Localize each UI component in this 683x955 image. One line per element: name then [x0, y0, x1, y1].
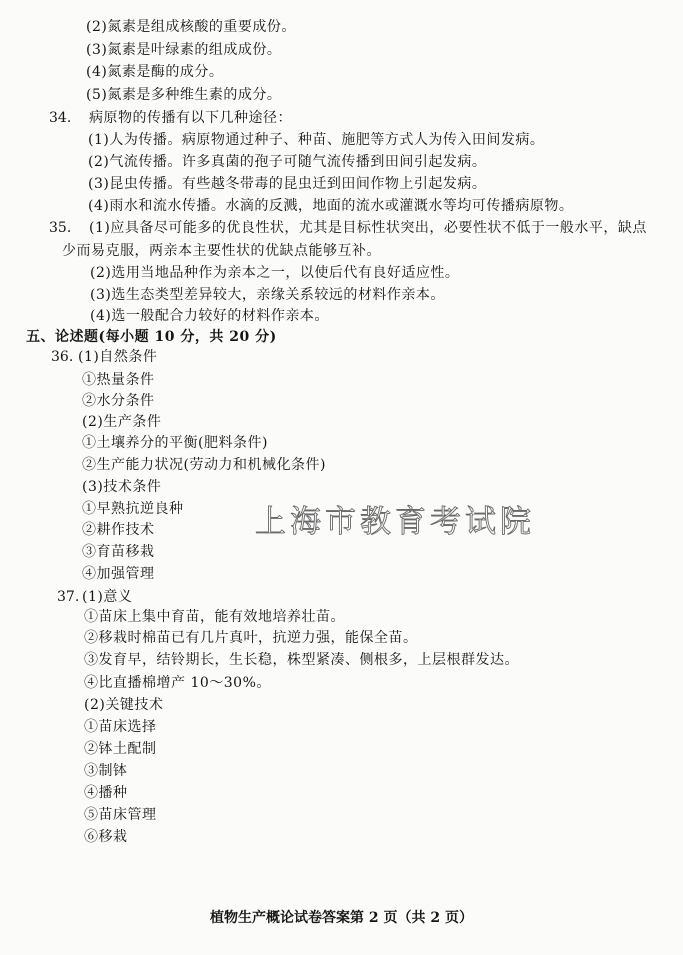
q36-line: ②生产能力状况(劳动力和机械化条件) [82, 457, 326, 473]
q34-item: (3)昆虫传播。有些越冬带毒的昆虫迁到田间作物上引起发病。 [88, 176, 487, 192]
q35-item: (2)选用当地品种作为亲本之一，以使后代有良好适应性。 [90, 265, 460, 281]
nitrogen-item: (3)氮素是叶绿素的组成成份。 [86, 42, 282, 58]
question-number-35: 35. [49, 220, 72, 236]
q37-line: ④比直播棉增产 10～30%。 [84, 675, 271, 691]
q37-line: (1)意义 [82, 589, 133, 605]
q35-item: (1)应具备尽可能多的优良性状，尤其是目标性状突出，必要性状不低于一般水平，缺点 [89, 220, 647, 236]
nitrogen-item: (2)氮素是组成核酸的重要成份。 [86, 19, 296, 35]
q37-line: ③发育早，结铃期长，生长稳，株型紧凑、侧根多，上层根群发达。 [84, 652, 519, 668]
q37-line: ②移栽时棉苗已有几片真叶，抗逆力强，能保全苗。 [84, 630, 418, 646]
q36-line: ①热量条件 [82, 372, 155, 388]
q36-line: ①土壤养分的平衡(肥料条件) [82, 435, 268, 451]
q35-item: (4)选一般配合力较好的材料作亲本。 [90, 308, 329, 324]
nitrogen-item: (4)氮素是酶的成分。 [86, 64, 224, 80]
q34-item: (1)人为传播。病原物通过种子、种苗、施肥等方式人为传入田间发病。 [88, 132, 545, 148]
q37-line: ④播种 [84, 785, 128, 801]
q34-item: (2)气流传播。许多真菌的孢子可随气流传播到田间引起发病。 [88, 154, 487, 170]
q37-line: ①苗床上集中育苗，能有效地培养壮苗。 [84, 609, 345, 625]
q34-item: (4)雨水和流水传播。水滴的反溅，地面的流水或灌溉水等均可传播病原物。 [88, 198, 574, 214]
watermark-text: 上海市教育考试院 [255, 504, 535, 540]
question-number-37: 37. [57, 589, 80, 605]
q37-line: ③制钵 [84, 763, 128, 779]
nitrogen-item: (5)氮素是多种维生素的成分。 [86, 87, 282, 103]
q37-line: ②钵土配制 [84, 741, 157, 757]
q36-line: (3)技术条件 [82, 479, 162, 495]
q36-line: ③育苗移栽 [82, 544, 155, 560]
page-footer: 植物生产概论试卷答案第 2 页（共 2 页） [210, 910, 473, 926]
q36-line: ①早熟抗逆良种 [82, 501, 184, 517]
q36-line: ②耕作技术 [82, 522, 155, 538]
question-number-36: 36. [51, 349, 74, 365]
q36-line: ④加强管理 [82, 566, 155, 582]
q36-line: (1)自然条件 [78, 349, 158, 365]
section-heading: 五、论述题(每小题 10 分，共 20 分) [26, 329, 277, 345]
question-number-34: 34. [49, 110, 72, 126]
q37-line: ⑥移栽 [84, 829, 128, 845]
q37-line: ①苗床选择 [84, 719, 157, 735]
q37-line: (2)关键技术 [84, 697, 164, 713]
q36-line: (2)生产条件 [82, 414, 162, 430]
q37-line: ⑤苗床管理 [84, 807, 157, 823]
q34-stem: 病原物的传播有以下几种途径： [89, 110, 292, 126]
q35-item: (3)选生态类型差异较大，亲缘关系较远的材料作亲本。 [90, 287, 445, 303]
q36-line: ②水分条件 [82, 393, 155, 409]
q35-item-continuation: 少而易克服，两亲本主要性状的优缺点能够互补。 [62, 243, 381, 259]
